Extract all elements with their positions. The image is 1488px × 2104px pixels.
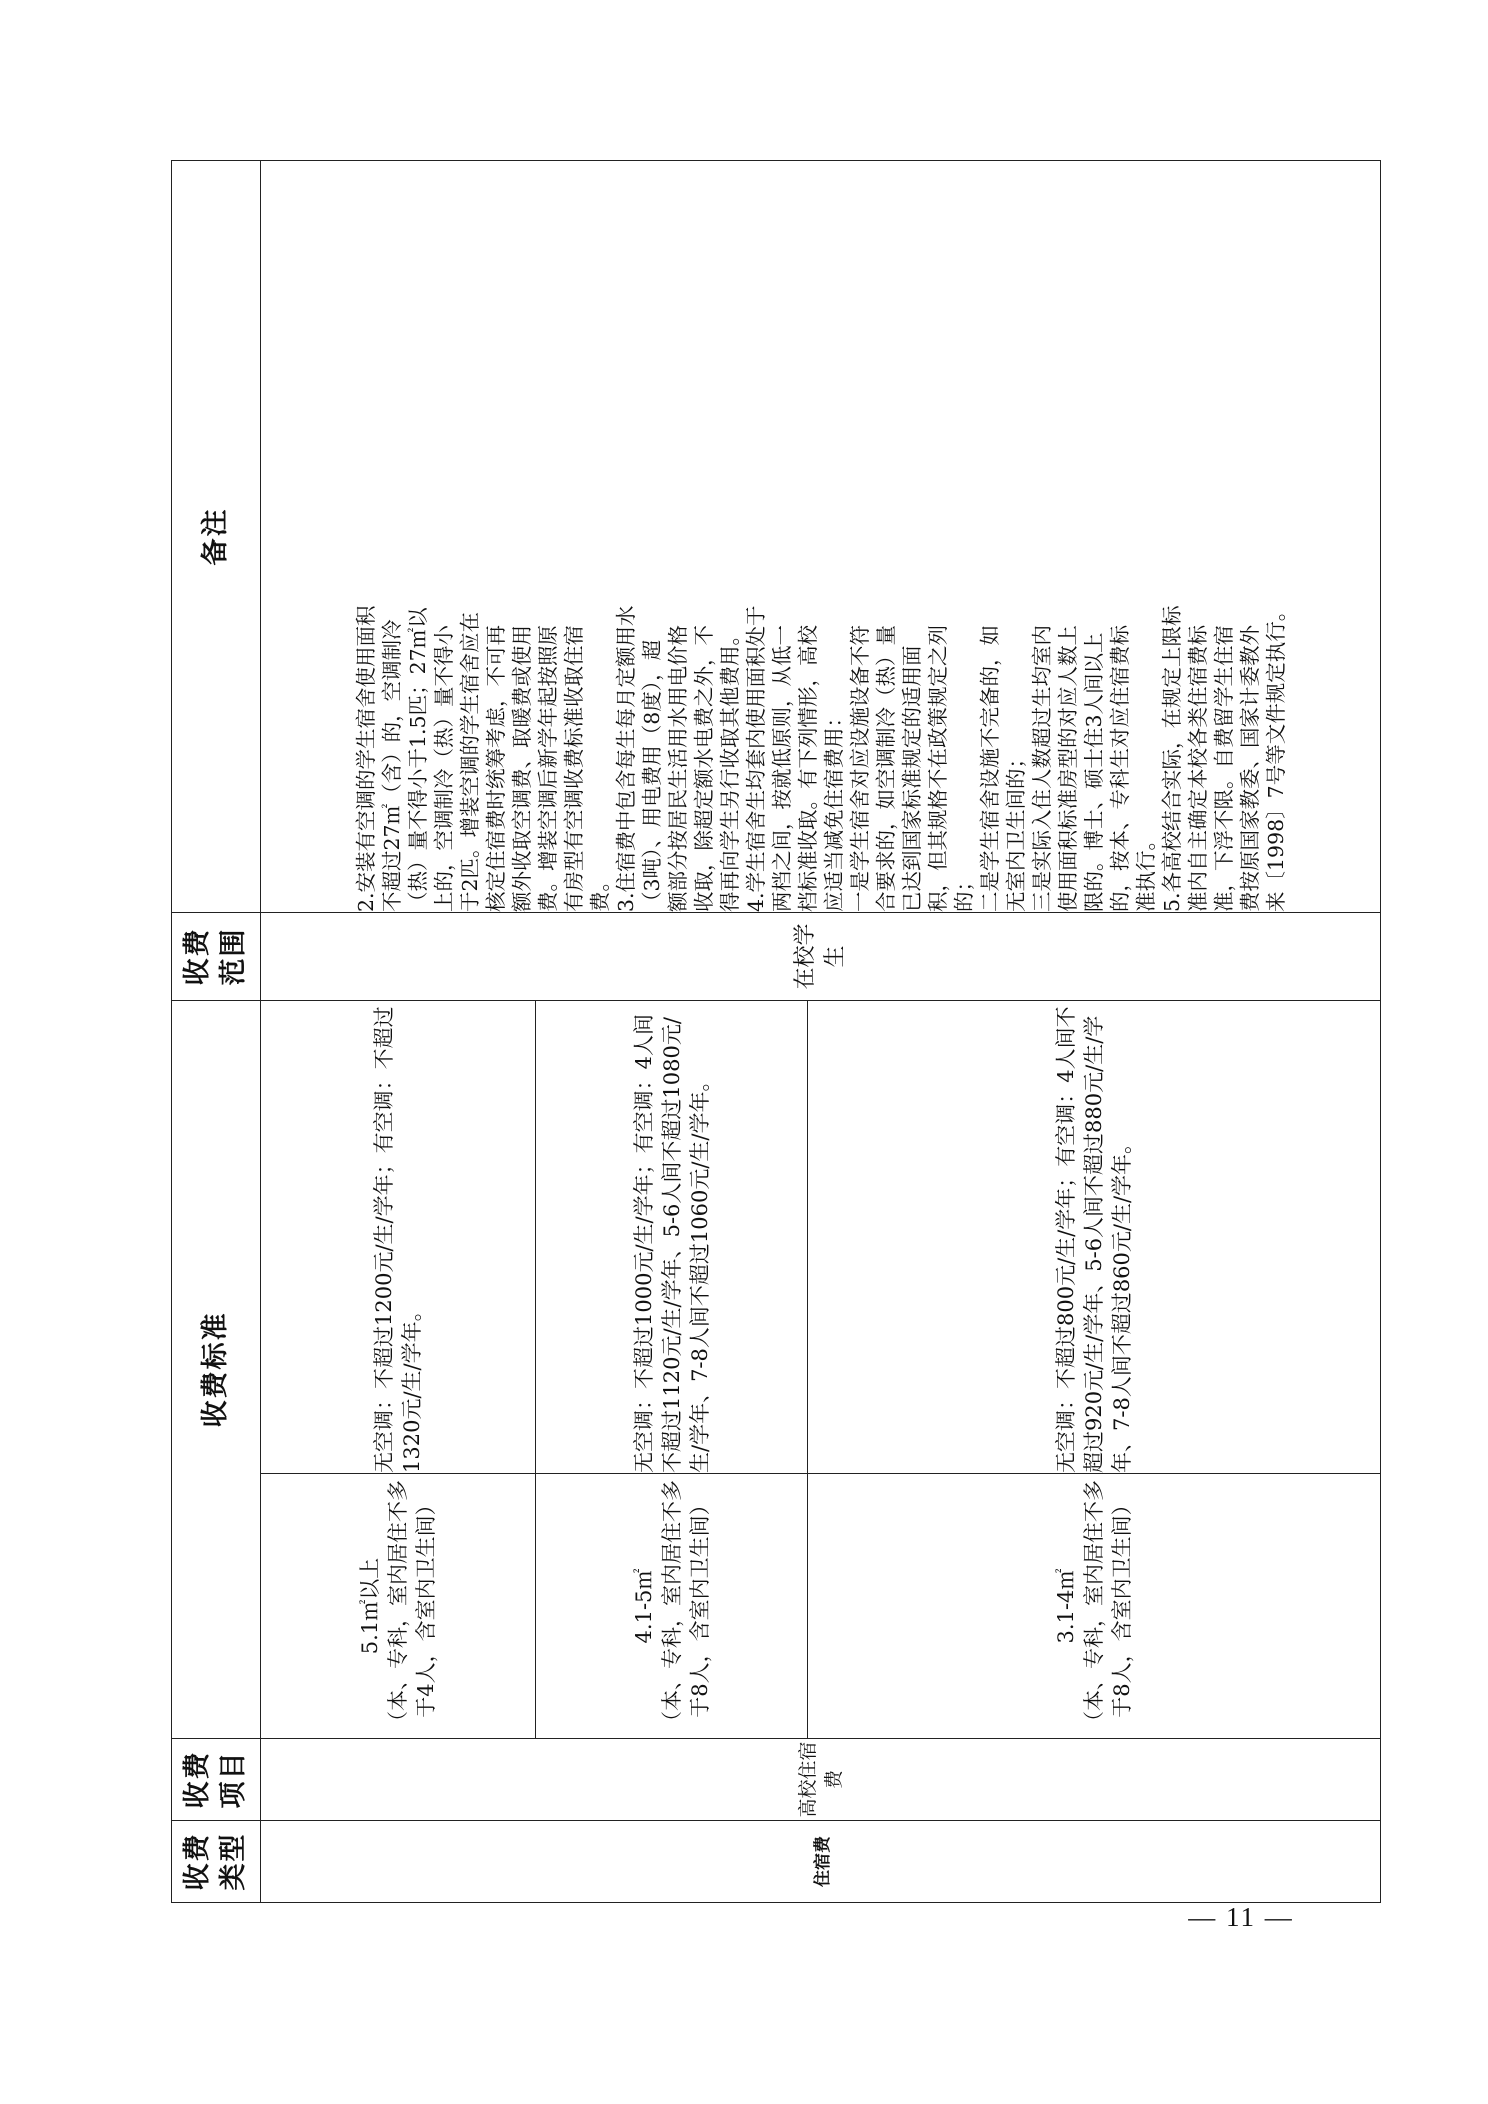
note-line: 积，但其规格不在政策规定之列 (925, 625, 950, 912)
note-line: 使用面积标准房型的对应人数上 (1055, 625, 1080, 912)
standard-cell: 无空调：不超过800元/生/学年；有空调：4人间不超过920元/生/学年、5-6人间不超过880元/生/学年、7-8人间不超过860元/生/学年。 (808, 1001, 1381, 1474)
note-line: 费。增装空调后新学年起按照原 (535, 625, 560, 912)
header-fee-scope: 收费 范围 (172, 913, 261, 1001)
note-line: 4.学生宿舍生均套内使用面积处于 (743, 605, 768, 912)
standard-cell: 无空调：不超过1200元/生/学年；有空调：不超过1320元/生/学年。 (261, 1001, 536, 1474)
note-line: 来〔1998〕7号等文件规定执行。 (1263, 600, 1288, 912)
header-fee-standard: 收费标准 (172, 1001, 261, 1739)
note-line: 于2匹。增装空调的学生宿舍应在 (457, 611, 482, 912)
note-line: 3.住宿费中包含每生每月定额用水 (613, 605, 638, 912)
note-line: 额部分按居民生活用水用电价格 (665, 625, 690, 912)
standard-cell: 无空调：不超过1000元/生/学年；有空调：4人间不超过1120元/生/学年、5-6人间不超过1080元/生/学年、7-8人间不超过1060元/生/学年。 (536, 1001, 808, 1474)
note-line: 无室内卫生间的； (1003, 748, 1028, 912)
fee-item-cell: 高校住宿费 (261, 1739, 1381, 1821)
area-cell: 5.1㎡以上 （本、专科，室内居住不多于4人，含室内卫生间） (261, 1474, 536, 1739)
note-cell (261, 161, 1381, 913)
table-row (261, 161, 536, 1903)
note-line: 额外收取空调费、取暖费或使用 (509, 625, 534, 912)
note-line: 限的。博士、硕士住3人间以上 (1081, 632, 1106, 912)
note-line: 应适当减免住宿费用： (821, 707, 846, 912)
note-line: 准内自主确定本校各类住宿费标 (1185, 625, 1210, 912)
note-line: 二是学生宿舍设施不完备的，如 (977, 625, 1002, 912)
page-number: — 11 — (1188, 1902, 1294, 1932)
note-line: 不超过27㎡（含）的，空调制冷 (379, 619, 404, 912)
note-line: 2.安装有空调的学生宿舍使用面积 (353, 605, 378, 912)
fee-table (171, 160, 1381, 1903)
note-line: 一是学生宿舍对应设施设备不符 (847, 625, 872, 912)
note-line: 费按原国家教委、国家计委教外 (1237, 625, 1262, 912)
note-line: 合要求的，如空调制冷（热）量 (873, 625, 898, 912)
note-line: 核定住宿费时统筹考虑，不可再 (483, 625, 508, 912)
fee-scope-cell: 在校学生 (261, 913, 1381, 1001)
area-cell: 4.1-5㎡ （本、专科，室内居住不多于8人，含室内卫生间） (536, 1474, 808, 1739)
note-line: 准，下浮不限。自费留学生住宿 (1211, 625, 1236, 912)
note-line: 上的，空调制冷（热）量不得小 (431, 625, 456, 912)
note-line: 已达到国家标准规定的适用面 (899, 645, 924, 912)
note-line: 三是实际入住人数超过生均室内 (1029, 625, 1054, 912)
note-line: 的； (951, 871, 976, 912)
note-line: （3吨）、用电费用（8度），超 (639, 639, 664, 912)
note-line: 的，按本、专科生对应住宿费标 (1107, 625, 1132, 912)
note-line: （热）量不得小于1.5匹；27㎡以 (405, 607, 430, 912)
fee-type-cell: 住宿费 (261, 1821, 1381, 1903)
note-line: 收取，除超定额水电费之外，不 (691, 625, 716, 912)
note-line: 准执行。 (1133, 830, 1158, 912)
note-line: 档标准收取。有下列情形，高校 (795, 625, 820, 912)
header-row (172, 161, 261, 1903)
rotated-table-container (171, 161, 1381, 1903)
note-line: 费。 (587, 871, 612, 912)
header-fee-type: 收费 类型 (172, 1821, 261, 1903)
note-line: 两档之间，按就低原则，从低一 (769, 625, 794, 912)
note-line: 得再向学生另行收取其他费用。 (717, 625, 742, 912)
note-line: 5.各高校结合实际，在规定上限标 (1159, 605, 1184, 912)
note-line: 有房型有空调收费标准收取住宿 (561, 625, 586, 912)
header-note: 备注 (172, 161, 261, 913)
header-fee-item: 收费 项目 (172, 1739, 261, 1821)
area-cell: 3.1-4㎡ （本、专科，室内居住不多于8人，含室内卫生间） (808, 1474, 1381, 1739)
